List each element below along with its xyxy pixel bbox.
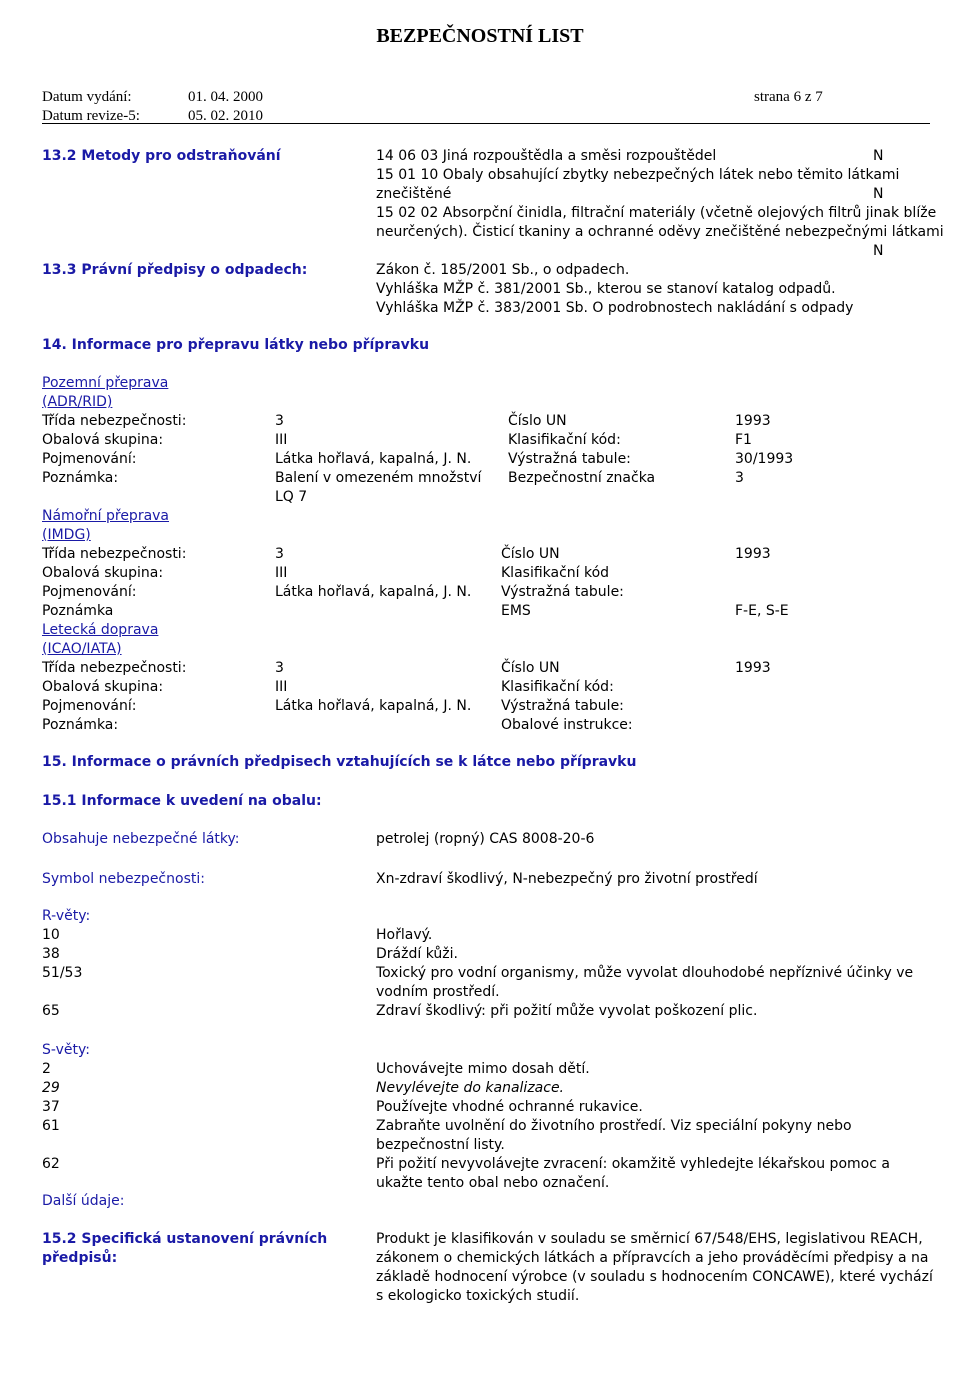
s-phrase-code: 61 [42, 1118, 60, 1134]
packing-instructions-label: Obalové instrukce: [501, 717, 633, 733]
issue-date-label: Datum vydání: [42, 89, 132, 105]
r-phrase-text: Toxický pro vodní organismy, může vyvolat dlouhodobé nepříznivé účinky ve vodním prostředí. [376, 965, 914, 1000]
packing-group-value: III [275, 679, 288, 695]
s-phrase-text: Při požití nevyvolávejte zvracení: okamžitě vyhledejte lékařskou pomoc a ukažte tento obal nebo označení. [376, 1156, 890, 1191]
waste-flag: N [873, 148, 884, 164]
class-value: 3 [275, 660, 284, 676]
shipping-name-value: Látka hořlavá, kapalná, J. N. [275, 584, 472, 600]
note-label: Poznámka: [42, 717, 119, 733]
safety-sign-value: 3 [735, 470, 744, 486]
un-label: Číslo UN [501, 546, 560, 562]
un-label: Číslo UN [501, 660, 560, 676]
shipping-name-value: Látka hořlavá, kapalná, J. N. [275, 451, 472, 467]
note-value: Balení v omezeném množství [275, 470, 482, 486]
class-label: Třída nebezpečnosti: [42, 660, 187, 676]
contains-value: petrolej (ropný) CAS 8008-20-6 [376, 831, 595, 847]
waste-code-line: 15 01 10 Obaly obsahující zbytky nebezpečných látek nebo těmito látkami [376, 167, 900, 183]
revision-date-label: Datum revize-5: [42, 108, 140, 124]
section-15-2-heading: 15.2 Specifická ustanovení právních předpisů: [42, 1231, 328, 1266]
page-title: BEZPEČNOSTNÍ LIST [376, 25, 584, 47]
imdg-heading-code: (IMDG) [42, 527, 91, 543]
warning-panel-label: Výstražná tabule: [508, 451, 631, 467]
adr-heading: Pozemní přeprava [42, 375, 169, 391]
warning-panel-value: 30/1993 [735, 451, 794, 467]
s-phrase-text: Používejte vhodné ochranné rukavice. [376, 1099, 643, 1115]
note-label: Poznámka [42, 603, 114, 619]
s-phrase-code: 37 [42, 1099, 60, 1115]
safety-sign-label: Bezpečnostní značka [508, 470, 656, 486]
s-phrases-label: S-věty: [42, 1042, 90, 1058]
note-value-lq: LQ 7 [275, 489, 308, 505]
r-phrase-code: 10 [42, 927, 60, 943]
warning-panel-label: Výstražná tabule: [501, 584, 624, 600]
s-phrase-code: 29 [42, 1080, 60, 1096]
classification-code-value: F1 [735, 432, 752, 448]
s-phrase-code: 2 [42, 1061, 51, 1077]
page-number: strana 6 z 7 [754, 89, 823, 105]
packing-group-value: III [275, 565, 288, 581]
contains-label: Obsahuje nebezpečné látky: [42, 831, 240, 847]
imdg-heading: Námořní přeprava [42, 508, 170, 524]
s-phrase-text: Nevylévejte do kanalizace. [376, 1080, 565, 1096]
packing-group-label: Obalová skupina: [42, 432, 164, 448]
r-phrase-code: 51/53 [42, 965, 83, 981]
class-label: Třída nebezpečnosti: [42, 413, 187, 429]
waste-flag: N [873, 243, 884, 259]
classification-code-label: Klasifikační kód [501, 565, 610, 581]
classification-code-label: Klasifikační kód: [508, 432, 621, 448]
r-phrase-code: 38 [42, 946, 60, 962]
r-phrase-text: Zdraví škodlivý: při požití může vyvolat poškození plic. [376, 1003, 758, 1019]
section-15-2-text: Produkt je klasifikován v souladu se směrnicí 67/548/EHS, legislativou REACH, zákonem o chemických látkách a přípravcích a jeho prováděcími předpisy a na základě hodnocení výrobce (v souladu s hodnocením CONCAWE), které vychází s ekologicko toxických studií. [376, 1231, 933, 1304]
adr-heading-code: (ADR/RID) [42, 394, 113, 410]
s-phrase-text: Uchovávejte mimo dosah dětí. [376, 1061, 590, 1077]
un-value: 1993 [735, 413, 771, 429]
ems-label: EMS [501, 603, 531, 619]
un-value: 1993 [735, 660, 771, 676]
packing-group-label: Obalová skupina: [42, 679, 164, 695]
section-13-3-heading: 13.3 Právní předpisy o odpadech: [42, 262, 308, 278]
iata-heading-code: (ICAO/IATA) [42, 641, 122, 657]
more-info-label: Další údaje: [42, 1193, 125, 1209]
waste-code-line: 15 02 02 Absorpční činidla, filtrační materiály (včetně olejových filtrů jinak blíže [376, 205, 937, 221]
section-13-2-heading: 13.2 Metody pro odstraňování [42, 148, 281, 164]
un-label: Číslo UN [508, 413, 567, 429]
s-phrase-code: 62 [42, 1156, 60, 1172]
issue-date: 01. 04. 2000 [188, 89, 263, 105]
warning-panel-label: Výstražná tabule: [501, 698, 624, 714]
shipping-name-label: Pojmenování: [42, 451, 137, 467]
shipping-name-label: Pojmenování: [42, 584, 137, 600]
waste-flag: N [873, 186, 884, 202]
revision-date: 05. 02. 2010 [188, 108, 263, 124]
shipping-name-label: Pojmenování: [42, 698, 137, 714]
packing-group-value: III [275, 432, 288, 448]
section-15-heading: 15. Informace o právních předpisech vztahujících se k látce nebo přípravku [42, 754, 637, 770]
class-value: 3 [275, 546, 284, 562]
section-15-1-heading: 15.1 Informace k uvedení na obalu: [42, 793, 322, 809]
symbol-label: Symbol nebezpečnosti: [42, 871, 205, 887]
ems-value: F-E, S-E [735, 603, 789, 619]
un-value: 1993 [735, 546, 771, 562]
iata-heading: Letecká doprava [42, 622, 159, 638]
symbol-value: Xn-zdraví škodlivý, N-nebezpečný pro životní prostředí [376, 871, 758, 887]
section-14-heading: 14. Informace pro přepravu látky nebo přípravku [42, 337, 430, 353]
shipping-name-value: Látka hořlavá, kapalná, J. N. [275, 698, 472, 714]
law-line: Zákon č. 185/2001 Sb., o odpadech. [376, 262, 630, 278]
law-line: Vyhláška MŽP č. 383/2001 Sb. O podrobnostech nakládání s odpady [376, 300, 854, 316]
r-phrases-label: R-věty: [42, 908, 91, 924]
r-phrase-text: Hořlavý. [376, 927, 433, 943]
header-divider [42, 123, 930, 124]
classification-code-label: Klasifikační kód: [501, 679, 614, 695]
waste-code-line: neurčených). Čisticí tkaniny a ochranné oděvy znečištěné nebezpečnými látkami [376, 224, 944, 240]
s-phrase-text: Zabraňte uvolnění do životního prostředí. Viz speciální pokyny nebo bezpečnostní listy. [376, 1118, 852, 1153]
r-phrase-code: 65 [42, 1003, 60, 1019]
r-phrase-text: Dráždí kůži. [376, 946, 458, 962]
class-value: 3 [275, 413, 284, 429]
law-line: Vyhláška MŽP č. 381/2001 Sb., kterou se stanoví katalog odpadů. [376, 281, 836, 297]
note-label: Poznámka: [42, 470, 119, 486]
packing-group-label: Obalová skupina: [42, 565, 164, 581]
waste-code-line: 14 06 03 Jiná rozpouštědla a směsi rozpouštědel [376, 148, 717, 164]
class-label: Třída nebezpečnosti: [42, 546, 187, 562]
waste-code-line: znečištěné [376, 186, 452, 202]
